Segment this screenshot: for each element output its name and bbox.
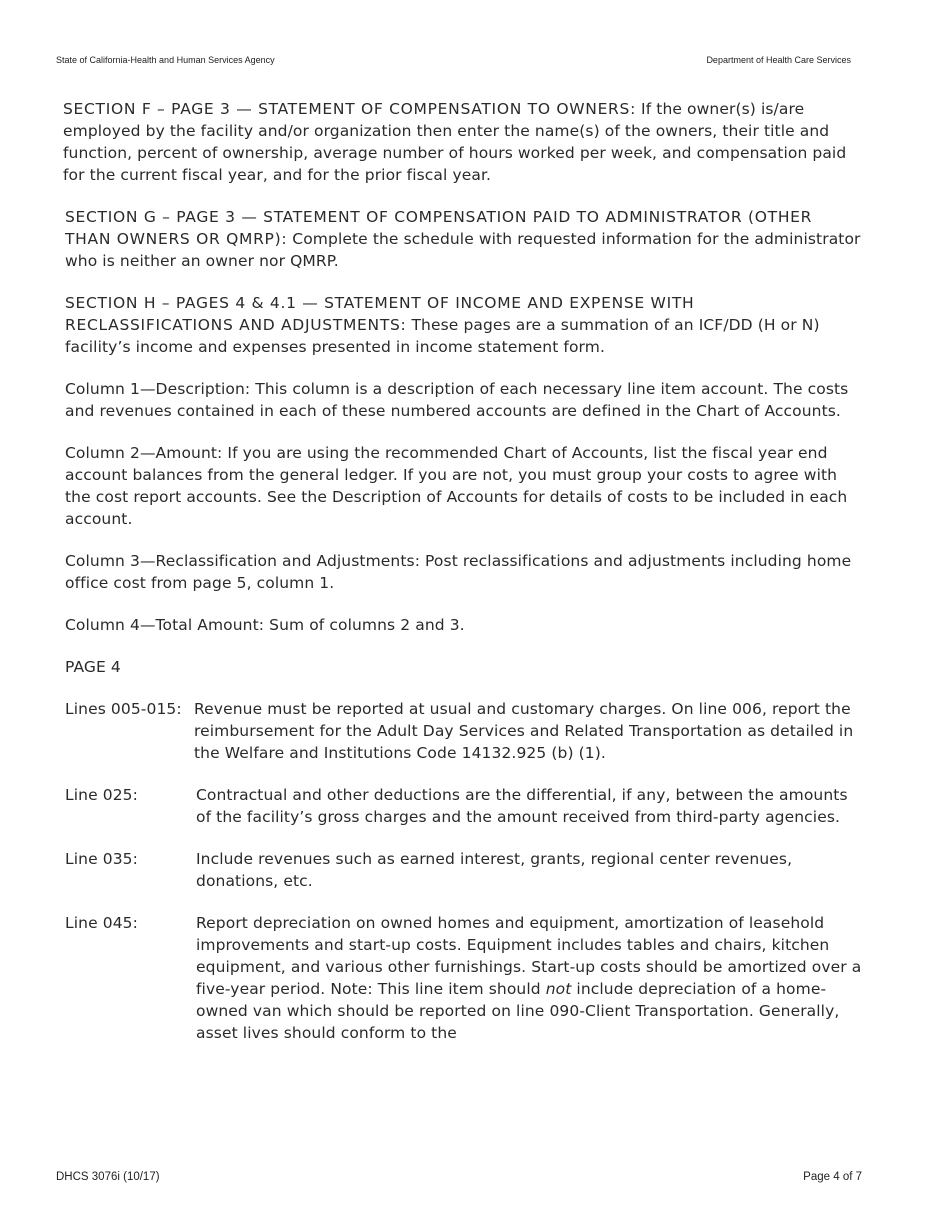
section-h-heading: SECTION H – PAGES 4 & 4.1 — STATEMENT OF INCOME AND EXPENSE WITH RECLASSIFICATIONS AND ADJUSTMENTS:: [65, 294, 695, 334]
line-item-text: [196, 912, 863, 1044]
section-f: [63, 98, 863, 186]
form-id: DHCS 3076i (10/17): [56, 1171, 160, 1183]
section-f-heading: SECTION F – PAGE 3 — STATEMENT OF COMPENSATION TO OWNERS:: [63, 100, 636, 118]
column-1-description: Column 1—Description: This column is a description of each necessary line item account. The costs and revenues contained in each of these numbered accounts are defined in the Chart of Accounts.: [65, 380, 849, 420]
page-4-heading: PAGE 4: [65, 658, 121, 676]
line-item-label: Line 025:: [65, 786, 138, 804]
section-h-body: These pages are a summation of an ICF/DD (H or N) facility’s income and expenses presented in income statement form.: [65, 316, 820, 356]
line-item: [65, 784, 863, 828]
section-h: [63, 292, 863, 358]
column-3-description: Column 3—Reclassification and Adjustments: Post reclassifications and adjustments including home office cost from page 5, column 1.: [65, 552, 852, 592]
section-g-body: Complete the schedule with requested information for the administrator who is neither an owner nor QMRP.: [65, 230, 861, 270]
line-045-text-b: include depreciation of a home-owned van which should be reported on line 090-Client Transportation. Generally, asset lives should conform to the: [196, 980, 840, 1042]
line-item-label: Lines 005-015:: [65, 700, 182, 718]
column-4-description: Column 4—Total Amount: Sum of columns 2 and 3.: [65, 616, 465, 634]
section-g: [63, 206, 863, 272]
section-g-heading: SECTION G – PAGE 3 — STATEMENT OF COMPENSATION PAID TO ADMINISTRATOR (OTHER THAN OWNERS OR QMRP):: [65, 208, 813, 248]
line-item-label: Line 035:: [65, 850, 138, 868]
document-body: [63, 98, 863, 1064]
line-item-text: Contractual and other deductions are the differential, if any, between the amounts of the facility’s gross charges and the amount received from third-party agencies.: [196, 786, 848, 826]
column-2-description: Column 2—Amount: If you are using the recommended Chart of Accounts, list the fiscal year end account balances from the general ledger. If you are not, you must group your costs to agree with the cost report accounts. See the Description of Accounts for details of costs to be included in each account.: [65, 444, 848, 528]
page-number: Page 4 of 7: [803, 1171, 862, 1183]
department-header: Department of Health Care Services: [706, 55, 851, 65]
line-item-label: Line 045:: [65, 914, 138, 932]
line-item-text: Include revenues such as earned interest, grants, regional center revenues, donations, etc.: [196, 850, 793, 890]
line-item-text: Revenue must be reported at usual and customary charges. On line 006, report the reimbursement for the Adult Day Services and Related Transportation as detailed in the Welfare and Institutions Code 14132.925 (b) (1).: [194, 700, 854, 762]
line-045-text-a: Report depreciation on owned homes and equipment, amortization of leasehold improvements and start-up costs. Equipment includes tables and chairs, kitchen equipment, and various other furnishings. Start-up costs should be amortized over a five-year period. Note: This line item should: [196, 914, 862, 998]
line-item: [65, 848, 863, 892]
agency-header: State of California-Health and Human Services Agency: [56, 55, 275, 65]
line-045-emphasis: not: [545, 980, 572, 998]
line-item: [65, 912, 863, 1044]
line-item: [65, 698, 863, 764]
section-f-body: If the owner(s) is/are employed by the facility and/or organization then enter the name(s) of the owners, their title and function, percent of ownership, average number of hours worked per week, and compensation paid for the current fiscal year, and for the prior fiscal year.: [63, 100, 847, 184]
